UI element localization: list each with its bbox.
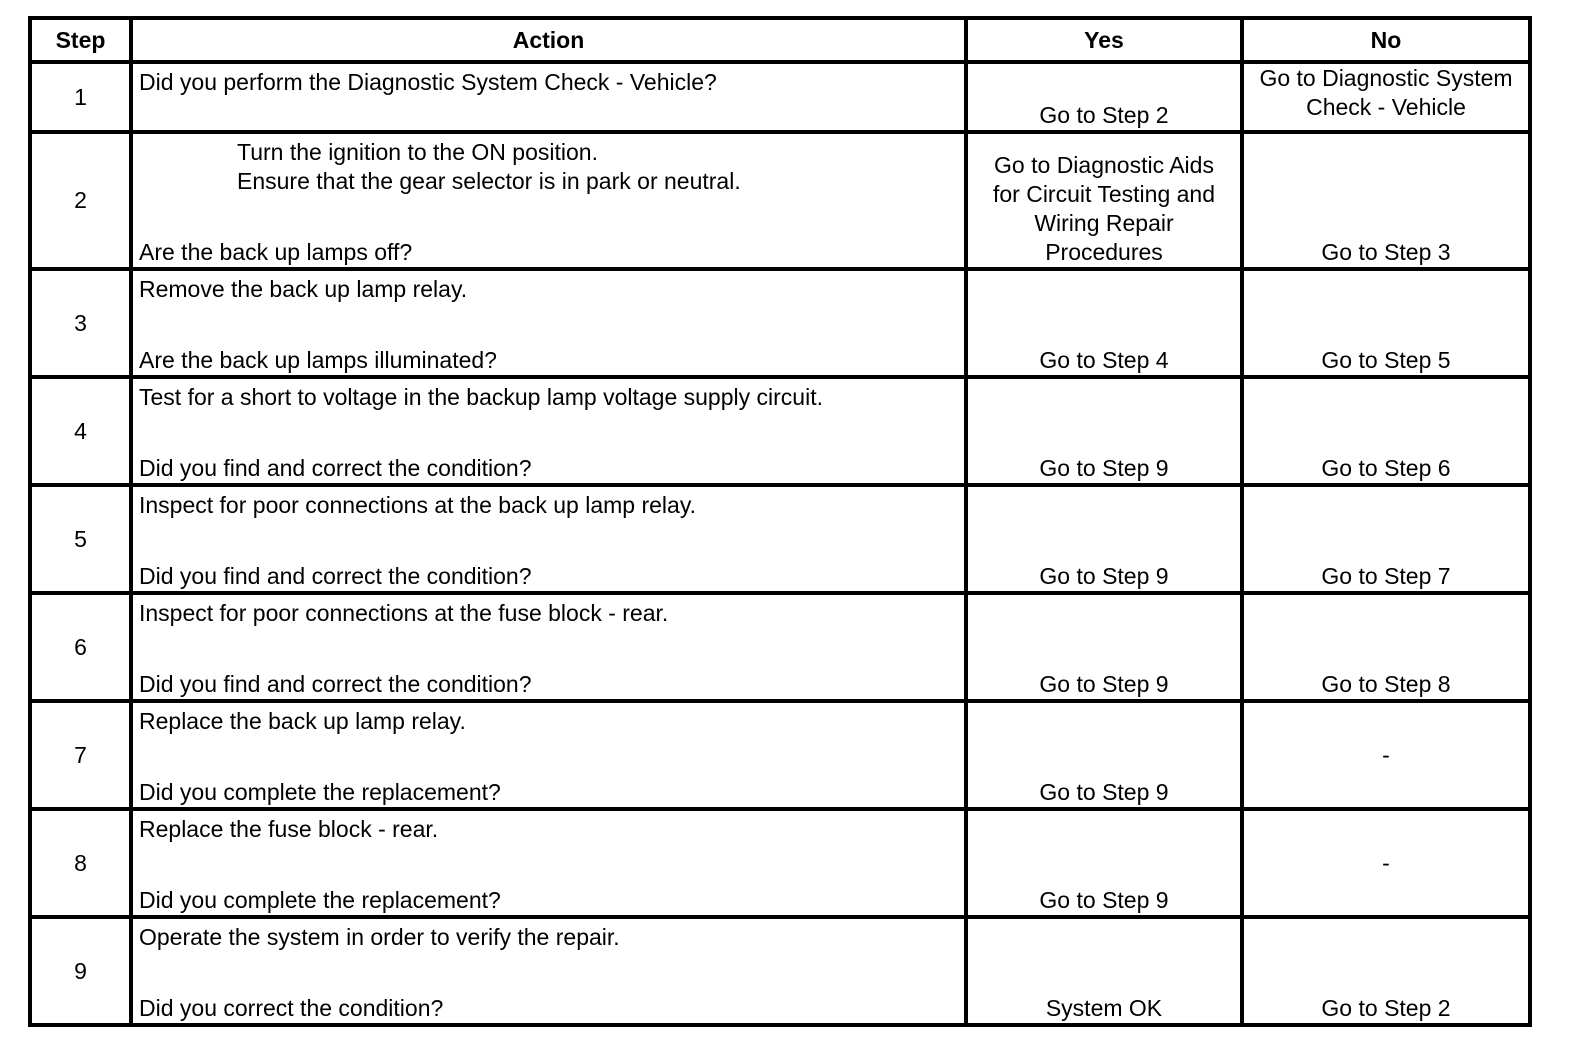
action-text: Test for a short to voltage in the backup lamp voltage supply circuit. [139,384,823,410]
action-cell [131,485,966,593]
step-number: 6 [30,593,131,701]
action-question: Did you find and correct the condition? [139,563,532,589]
action-instruction: Turn the ignition to the ON position. [237,139,598,165]
yes-outcome: Go to Step 9 [1039,779,1169,805]
yes-cell [966,593,1242,701]
step-number: 5 [30,485,131,593]
action-cell [131,809,966,917]
yes-outcome: System OK [1045,995,1163,1021]
action-text: Operate the system in order to verify the repair. [139,924,620,950]
action-cell [131,132,966,269]
yes-cell [966,269,1242,377]
header-row [30,18,1530,62]
step-number: 7 [30,701,131,809]
no-cell [1242,377,1530,485]
header-action: Action [131,18,966,62]
no-outcome: Go to Step 6 [1321,455,1451,481]
step-number: 4 [30,377,131,485]
yes-outcome-line: Wiring Repair [1034,210,1174,236]
step-number: 2 [30,132,131,269]
no-outcome: - [1382,849,1390,876]
yes-cell [966,701,1242,809]
action-question: Are the back up lamps off? [139,239,413,265]
no-outcome: Go to Step 2 [1321,995,1451,1021]
action-text: Inspect for poor connections at the back up lamp relay. [139,492,696,518]
action-question: Did you correct the condition? [139,995,444,1021]
yes-cell [966,377,1242,485]
no-cell [1242,132,1530,269]
no-outcome: Go to Step 3 [1321,239,1451,265]
yes-cell [966,132,1242,269]
yes-cell [966,485,1242,593]
no-outcome: Go to Step 5 [1321,347,1451,373]
header-step: Step [30,18,131,62]
action-cell [131,377,966,485]
diagnostic-table [28,16,1532,1027]
action-cell [131,917,966,1025]
action-cell [131,269,966,377]
yes-outcome-line: for Circuit Testing and [992,181,1215,207]
action-text: Replace the fuse block - rear. [139,816,439,842]
yes-outcome: Go to Step 4 [1039,347,1169,373]
table-row [30,917,1530,1025]
no-outcome: Go to Step 8 [1321,671,1451,697]
action-cell [131,593,966,701]
table-row [30,701,1530,809]
no-outcome-line: Go to Diagnostic System [1259,65,1513,91]
yes-outcome-line: Go to Diagnostic Aids [994,152,1214,178]
header-no: No [1242,18,1530,62]
no-cell [1242,485,1530,593]
action-question: Did you find and correct the condition? [139,455,532,481]
table-row [30,809,1530,917]
yes-outcome: Go to Step 9 [1039,563,1169,589]
yes-cell [966,917,1242,1025]
yes-cell [966,62,1242,132]
table-row [30,377,1530,485]
no-cell [1242,593,1530,701]
yes-outcome: Go to Step 9 [1039,671,1169,697]
no-outcome-line: Check - Vehicle [1306,94,1466,120]
action-text: Replace the back up lamp relay. [139,708,466,734]
action-text: Remove the back up lamp relay. [139,276,468,302]
action-question: Did you complete the replacement? [139,887,501,913]
action-text: Did you perform the Diagnostic System Check - Vehicle? [139,69,717,95]
no-cell [1242,809,1530,917]
action-cell [131,701,966,809]
no-outcome: - [1382,741,1390,768]
no-cell [1242,917,1530,1025]
table-row [30,593,1530,701]
yes-cell [966,809,1242,917]
step-number: 8 [30,809,131,917]
table-row [30,269,1530,377]
yes-outcome-line: Procedures [1045,239,1163,265]
yes-outcome: Go to Step 9 [1039,455,1169,481]
action-text: Inspect for poor connections at the fuse block - rear. [139,600,669,626]
no-cell [1242,701,1530,809]
action-question: Did you find and correct the condition? [139,671,532,697]
table-row [30,62,1530,132]
step-number: 1 [30,62,131,132]
step-number: 3 [30,269,131,377]
no-cell [1242,62,1530,132]
step-number: 9 [30,917,131,1025]
action-instruction: Ensure that the gear selector is in park or neutral. [237,168,741,194]
header-yes: Yes [966,18,1242,62]
yes-outcome: Go to Step 9 [1039,887,1169,913]
no-cell [1242,269,1530,377]
action-cell [131,62,966,132]
no-outcome: Go to Step 7 [1321,563,1451,589]
table-row [30,485,1530,593]
table-row [30,132,1530,269]
action-question: Are the back up lamps illuminated? [139,347,497,373]
action-question: Did you complete the replacement? [139,779,501,805]
yes-outcome: Go to Step 2 [1039,102,1169,128]
